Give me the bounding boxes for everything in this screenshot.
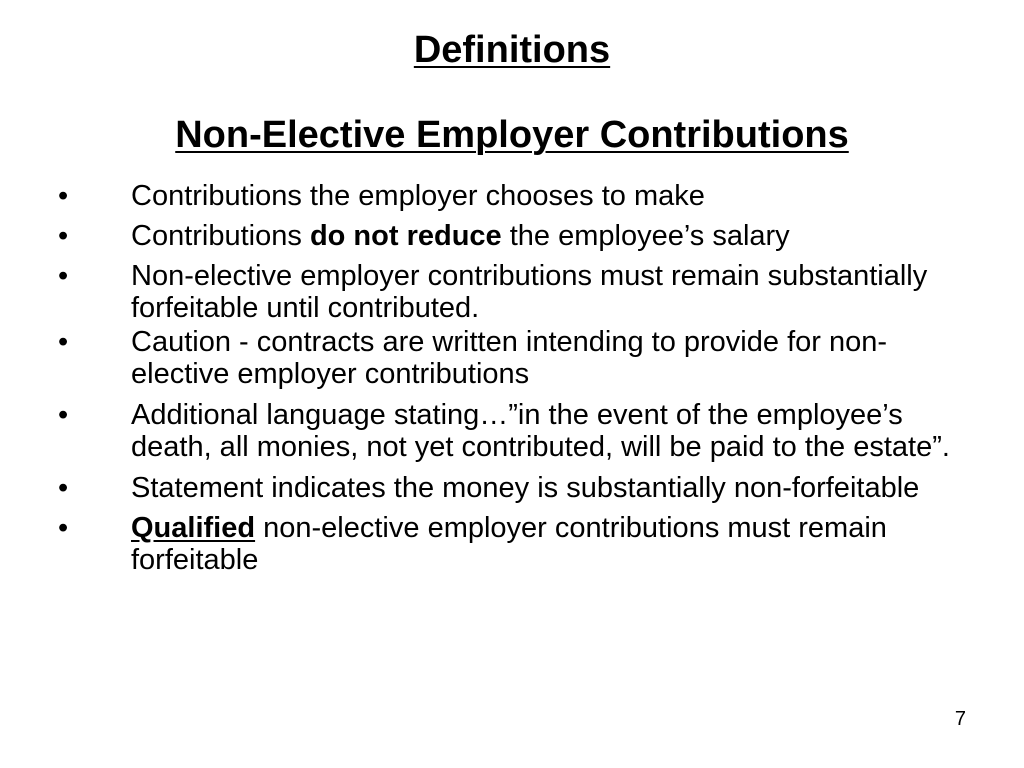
bullet-item-3	[58, 260, 958, 324]
bullet-text: Non-elective employer contributions must remain substantially forfeitable until contributed.	[131, 260, 928, 324]
bullet-item-2	[58, 220, 958, 252]
bullet-text-pre: Contributions	[131, 220, 310, 252]
bullet-text: Additional language stating…”in the event of the employee’s death, all monies, not yet contributed, will be paid to the estate”.	[131, 399, 950, 463]
bullet-dot: •	[58, 220, 69, 252]
bullet-emphasis: do not reduce	[309, 220, 502, 252]
bullet-text: Caution - contracts are written intending to provide for non-elective employer contributions	[131, 326, 888, 390]
bullet-text-post: non-elective employer contributions must remain forfeitable	[131, 512, 887, 576]
bullet-dot: •	[58, 512, 69, 544]
bullet-emphasis: Qualified	[131, 512, 256, 544]
bullet-dot: •	[58, 260, 69, 292]
bullet-text-post: the employee’s salary	[501, 220, 790, 252]
bullet-dot: •	[58, 472, 69, 504]
bullet-item-4	[58, 326, 958, 390]
bullet-item-5	[58, 399, 958, 463]
bullet-text: Statement indicates the money is substantially non-forfeitable	[131, 472, 920, 504]
bullet-list	[58, 180, 958, 576]
bullet-item-1	[58, 180, 958, 212]
bullet-dot: •	[58, 326, 69, 358]
bullet-dot: •	[58, 399, 69, 431]
bullet-item-6	[58, 472, 958, 504]
bullet-text: Contributions the employer chooses to make	[131, 180, 705, 212]
slide-title: Definitions	[413, 29, 611, 71]
bullet-item-7	[58, 512, 958, 576]
bullet-dot: •	[58, 180, 69, 212]
page-number: 7	[954, 708, 966, 730]
slide-subtitle: Non-Elective Employer Contributions	[175, 114, 849, 156]
